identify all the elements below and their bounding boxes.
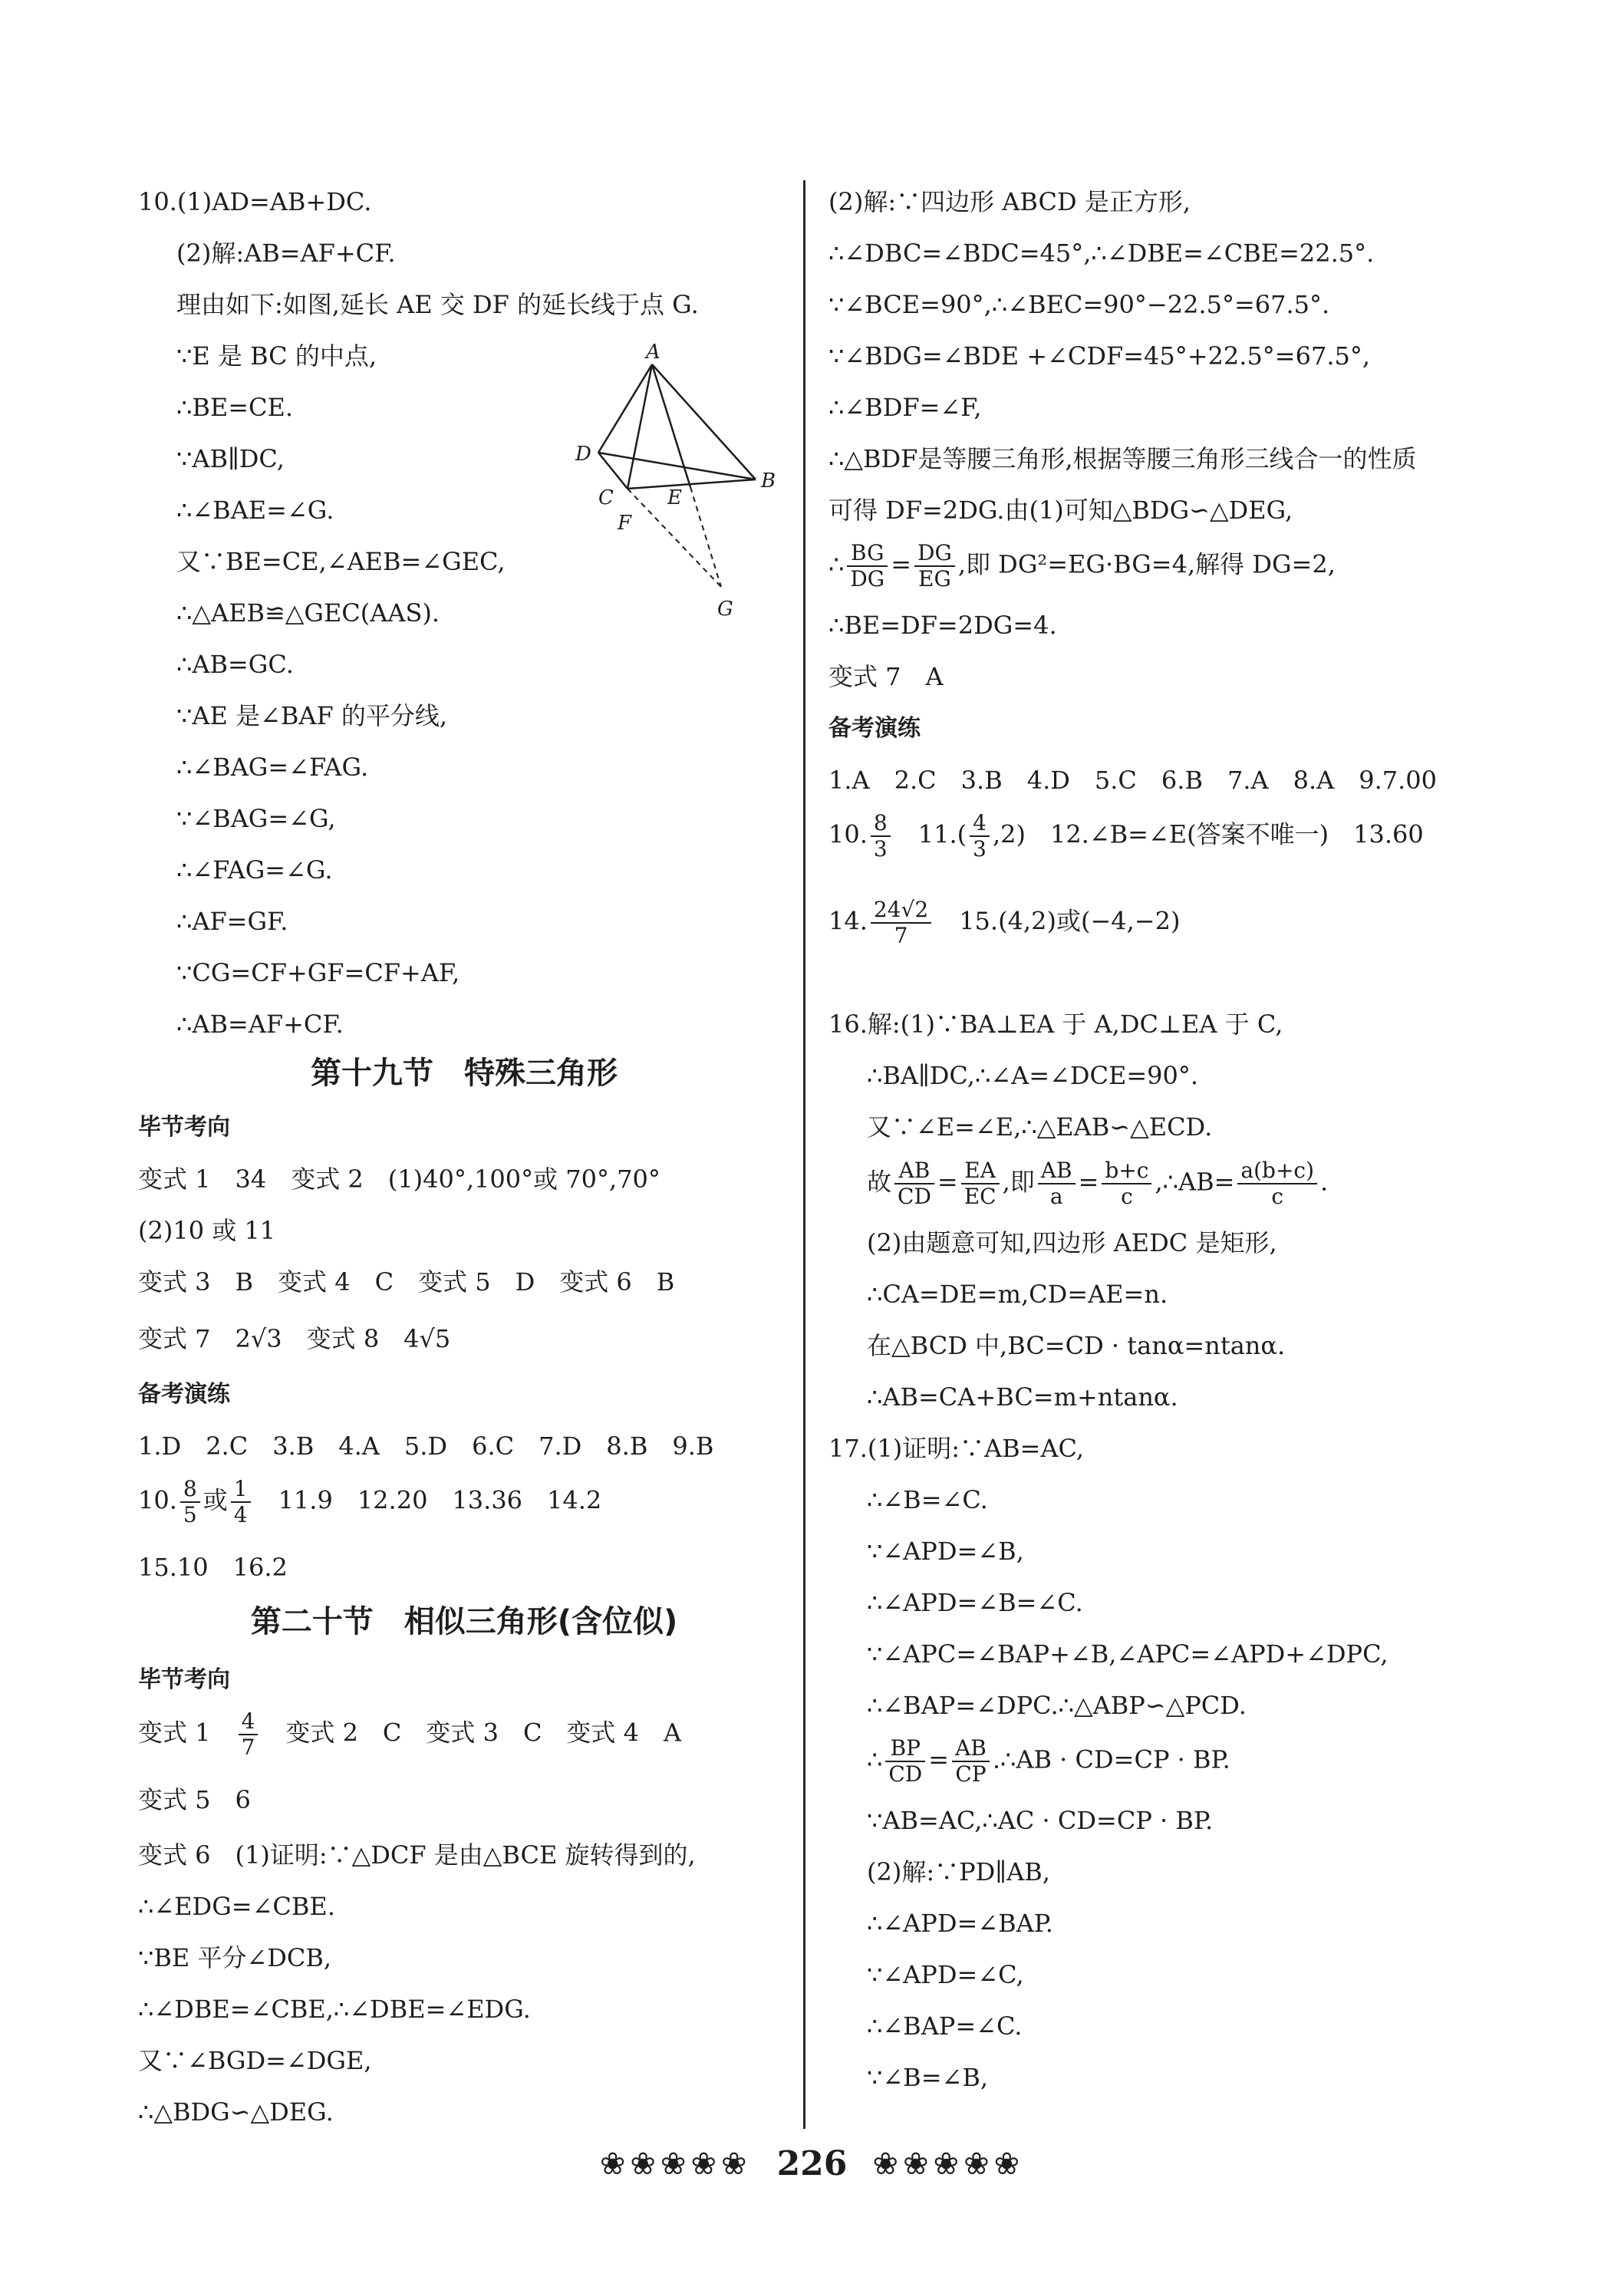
answer-line: ∴BE=CE. — [176, 393, 294, 422]
fraction: $\frac{a(b+c)}{c}$ — [1237, 1158, 1317, 1209]
fraction: $\frac{AB}{a}$ — [1038, 1158, 1076, 1209]
answer-line: 又∵∠E=∠E,∴△EAB∽△ECD. — [867, 1112, 1213, 1142]
answer-line: ∵∠BCE=90°,∴∠BEC=90°−22.5°=67.5°. — [828, 290, 1330, 319]
answer-line: (2)由题意可知,四边形 AEDC 是矩形, — [867, 1228, 1277, 1257]
fraction: $\frac{AB}{CP}$ — [952, 1736, 990, 1787]
answer-line: ∵∠BAG=∠G, — [176, 804, 336, 833]
answer-line: ∴AB=GC. — [176, 650, 294, 679]
answer-line: ∵∠B=∠B, — [867, 2063, 988, 2092]
segment-DF — [598, 453, 628, 489]
answer-line: ∵∠BDG=∠BDE +∠CDF=45°+22.5°=67.5°, — [828, 341, 1371, 371]
subsection-label: 备考演练 — [138, 1381, 230, 1408]
subsection-label: 备考演练 — [828, 715, 921, 742]
answer-line: 1.A 2.C 3.B 4.D 5.C 6.B 7.A 8.A 9.7.00 — [828, 766, 1438, 795]
fraction: $\frac{BG}{DG}$ — [847, 541, 888, 591]
answer-line: 又∵BE=CE,∠AEB=∠GEC, — [176, 547, 506, 576]
section-heading: 第二十节 相似三角形(含位似) — [250, 1604, 678, 1639]
answer-line-fraction: ∴ $\frac{BP}{CD}$ = $\frac{AB}{CP}$ .∴AB · CD=CP · BP. — [867, 1735, 1230, 1787]
answer-line: 15.10 16.2 — [138, 1553, 288, 1582]
fraction: $\frac{4}{3}$ — [970, 811, 990, 862]
answer-line: ∴∠B=∠C. — [867, 1485, 988, 1514]
answer-line: ∴△AEB≌△GEC(AAS). — [176, 598, 440, 628]
answer-line-fraction: 故 $\frac{AB}{CD}$ = $\frac{EA}{EC}$ ,即 $\frac{AB}{a}$ = $\frac{b+c}{c}$ ,∴AB= $\frac{a(b+c)}{c}$ . — [867, 1158, 1329, 1209]
answer-line: ∴△BDF是等腰三角形,根据等腰三角形三线合一的性质 — [828, 444, 1417, 473]
segment-BC — [628, 479, 756, 489]
answer-line: ∴△BDG∽△DEG. — [138, 2097, 334, 2127]
geometry-figure — [568, 341, 782, 633]
answer-line: ∴∠BAP=∠DPC.∴△ABP∽△PCD. — [867, 1691, 1247, 1720]
answer-line-fraction: 变式 1 $\frac{4}{7}$ 变式 2 C 变式 3 C 变式 4 A — [138, 1708, 682, 1760]
fraction: $\frac{1}{4}$ — [231, 1477, 251, 1527]
answer-line: 变式 7 A — [828, 662, 944, 691]
answer-line: 又∵∠BGD=∠DGE, — [138, 2046, 372, 2075]
answer-line: ∴CA=DE=m,CD=AE=n. — [867, 1280, 1168, 1309]
answer-line: ∴∠DBC=∠BDC=45°,∴∠DBE=∠CBE=22.5°. — [828, 239, 1375, 268]
answer-line: (2)解:∵四边形 ABCD 是正方形, — [828, 187, 1191, 216]
answer-line: (2)解:AB=AF+CF. — [176, 239, 396, 268]
point-label-B: B — [761, 470, 776, 493]
fraction: $\frac{8}{3}$ — [871, 811, 891, 862]
fraction: $\frac{BP}{CD}$ — [885, 1736, 925, 1787]
answer-line: ∴AB=CA+BC=m+ntanα. — [867, 1382, 1178, 1412]
answer-line: 16.解:(1)∵BA⊥EA 于 A,DC⊥EA 于 C, — [828, 1010, 1283, 1039]
answer-line-fraction: 10. $\frac{8}{5}$ 或 $\frac{1}{4}$ 11.9 12.20 13.36 14.2 — [138, 1476, 602, 1527]
answer-line: ∴∠APD=∠BAP. — [867, 1909, 1053, 1938]
footer-ornament-right: ❀❀❀❀❀ — [872, 2146, 1025, 2182]
fraction: $\frac{EA}{EC}$ — [961, 1158, 1000, 1209]
answer-line: ∵∠APD=∠C, — [867, 1960, 1024, 1989]
fraction: $\frac{24√2}{7}$ — [871, 898, 931, 948]
answer-line: 1.D 2.C 3.B 4.A 5.D 6.C 7.D 8.B 9.B — [138, 1432, 714, 1461]
answer-line: 变式 6 (1)证明:∵△DCF 是由△BCE 旋转得到的, — [138, 1840, 696, 1870]
page-number: 226 — [776, 2144, 848, 2183]
answer-line: ∴BE=DF=2DG=4. — [828, 611, 1057, 640]
fraction: $\frac{b+c}{c}$ — [1102, 1158, 1151, 1209]
fraction: $\frac{8}{5}$ — [180, 1477, 200, 1527]
answer-line: ∵AE 是∠BAF 的平分线, — [176, 701, 447, 730]
column-divider — [803, 180, 805, 2129]
answer-line: ∴∠DBE=∠CBE,∴∠DBE=∠EDG. — [138, 1995, 531, 2024]
answer-line: ∴∠BAP=∠C. — [867, 2011, 1023, 2041]
fraction: $\frac{DG}{EG}$ — [914, 541, 955, 591]
answer-line: ∴∠BAG=∠FAG. — [176, 753, 369, 782]
point-label-D: D — [575, 443, 591, 466]
answer-line: 变式 3 B 变式 4 C 变式 5 D 变式 6 B — [138, 1267, 675, 1297]
section-heading: 第十九节 特殊三角形 — [311, 1056, 618, 1091]
answer-line: ∵CG=CF+GF=CF+AF, — [176, 958, 460, 987]
point-label-G: G — [717, 598, 733, 621]
answer-line: 变式 1 34 变式 2 (1)40°,100°或 70°,70° — [138, 1165, 660, 1194]
answer-line: ∵∠APC=∠BAP+∠B,∠APC=∠APD+∠DPC, — [867, 1639, 1388, 1669]
answer-line: ∵∠APD=∠B, — [867, 1537, 1024, 1566]
answer-line-fraction: 10. $\frac{8}{3}$ 11.( $\frac{4}{3}$ ,2) 12.∠B=∠E(答案不唯一) 13.60 — [828, 810, 1424, 862]
point-label-E: E — [667, 486, 682, 509]
answer-line: (2)10 或 11 — [138, 1216, 276, 1245]
segment-AE — [652, 364, 690, 487]
answer-line: 10.(1)AD=AB+DC. — [138, 187, 372, 216]
answer-line: ∴∠EDG=∠CBE. — [138, 1892, 335, 1921]
answer-line: 变式 5 6 — [138, 1785, 251, 1814]
answer-line: ∵BE 平分∠DCB, — [138, 1943, 332, 1972]
answer-line: 变式 7 2√3 变式 8 4√5 — [138, 1324, 451, 1353]
answer-line-fraction: 14. $\frac{24√2}{7}$ 15.(4,2)或(−4,−2) — [828, 897, 1181, 948]
answer-line: ∵AB∥DC, — [176, 444, 285, 473]
answer-line-fraction: ∴ $\frac{BG}{DG}$ = $\frac{DG}{EG}$ ,即 DG²=EG·BG=4,解得 DG=2, — [828, 540, 1336, 591]
answer-line: ∴∠APD=∠B=∠C. — [867, 1588, 1083, 1617]
answer-line: ∵AB=AC,∴AC · CD=CP · BP. — [867, 1806, 1214, 1835]
page-footer — [0, 2144, 1624, 2183]
point-label-A: A — [646, 341, 660, 364]
answer-line: ∴∠BAE=∠G. — [176, 496, 334, 525]
answer-line: ∴AB=AF+CF. — [176, 1010, 344, 1039]
point-label-C: C — [598, 486, 614, 509]
answer-line: ∴∠FAG=∠G. — [176, 855, 333, 885]
segment-DB — [598, 453, 756, 479]
footer-ornament-left: ❀❀❀❀❀ — [599, 2146, 752, 2182]
answer-line: ∵E 是 BC 的中点, — [176, 341, 377, 371]
fraction: $\frac{AB}{CD}$ — [894, 1158, 934, 1209]
subsection-label: 毕节考向 — [138, 1666, 230, 1693]
fraction: $\frac{4}{7}$ — [239, 1709, 259, 1760]
answer-line: ∴BA∥DC,∴∠A=∠DCE=90°. — [867, 1061, 1199, 1090]
subsection-label: 毕节考向 — [138, 1114, 230, 1141]
answer-line: ∴∠BDF=∠F, — [828, 393, 982, 422]
answer-line: (2)解:∵PD∥AB, — [867, 1857, 1050, 1886]
answer-line: ∴AF=GF. — [176, 907, 288, 936]
answer-line: 理由如下:如图,延长 AE 交 DF 的延长线于点 G. — [176, 290, 699, 319]
dashed-EG — [690, 487, 721, 587]
answer-line: 可得 DF=2DG.由(1)可知△BDG∽△DEG, — [828, 496, 1293, 525]
point-label-F: F — [618, 512, 632, 535]
answer-line: 在△BCD 中,BC=CD · tanα=ntanα. — [867, 1331, 1286, 1360]
segment-AB — [652, 364, 756, 479]
answer-line: 17.(1)证明:∵AB=AC, — [828, 1434, 1085, 1463]
